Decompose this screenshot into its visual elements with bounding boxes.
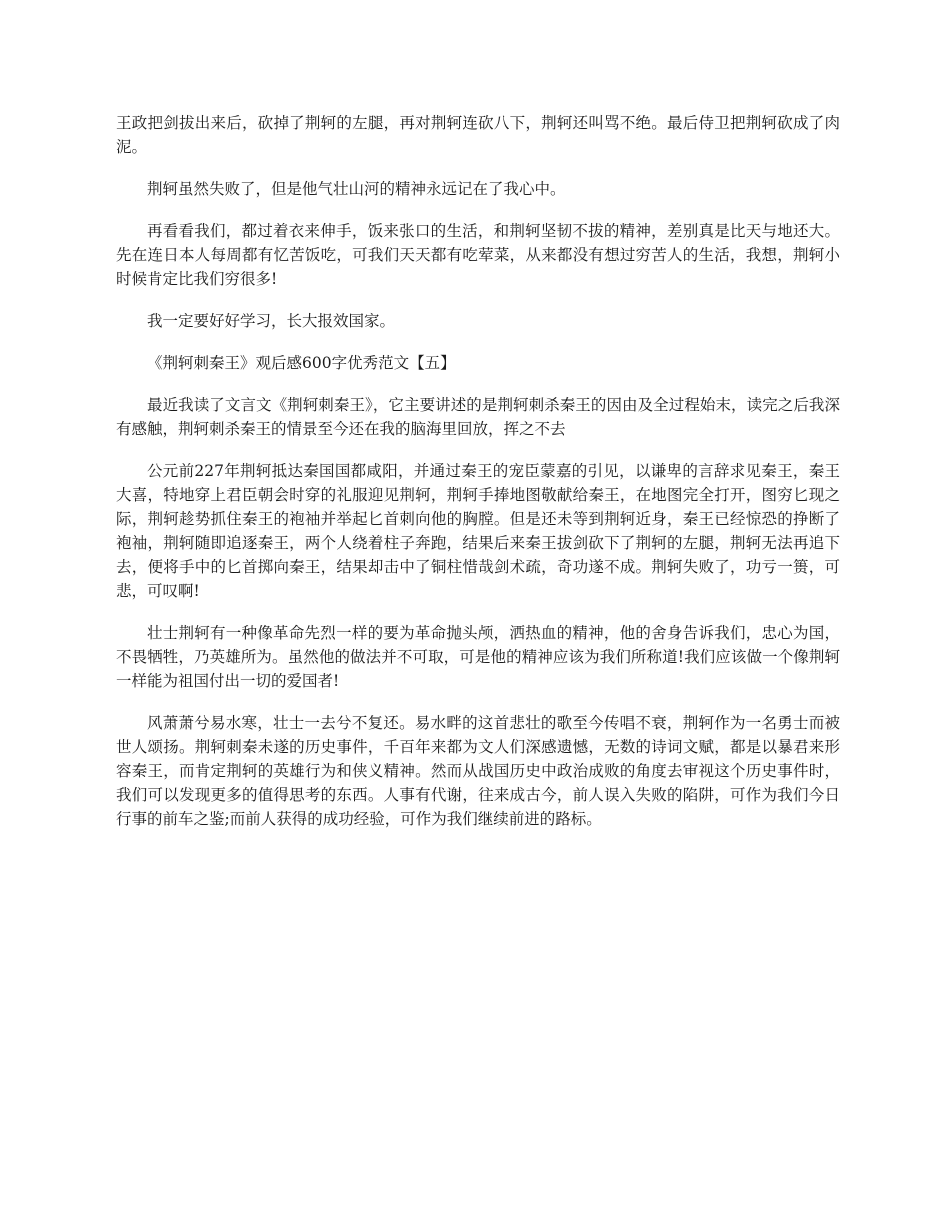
paragraph: 风萧萧兮易水寒，壮士一去兮不复还。易水畔的这首悲壮的歌至今传唱不衰，荆轲作为一名勇士而被世人颂扬。荆轲刺秦未遂的历史事件，千百年来都为文人们深感遗憾，无数的诗词文赋，都是以暴君来形容秦王，而肯定荆轲的英雄行为和侠义精神。然而从战国历史中政治成败的角度去审视这个历史事件时，我们可以发现更多的值得思考的东西。人事有代谢，往来成古今，前人误入失败的陷阱，可作为我们今日行事的前车之鉴;而前人获得的成功经验，可作为我们继续前进的路标。 bbox=[116, 714, 840, 828]
paragraph: 再看看我们，都过着衣来伸手，饭来张口的生活，和荆轲坚韧不拔的精神，差别真是比天与地还大。先在连日本人每周都有忆苦饭吃，可我们天天都有吃荤菜，从来都没有想过穷苦人的生活，我想，荆轲小时候肯定比我们穷很多! bbox=[116, 222, 840, 288]
paragraph-continuation: 王政把剑拔出来后，砍掉了荆轲的左腿，再对荆轲连砍八下，荆轲还叫骂不绝。最后侍卫把荆轲砍成了肉泥。 bbox=[116, 114, 840, 156]
section-heading: 《荆轲刺秦王》观后感600字优秀范文【五】 bbox=[147, 354, 456, 372]
paragraph: 荆轲虽然失败了，但是他气壮山河的精神永远记在了我心中。 bbox=[147, 180, 566, 198]
document-body bbox=[116, 111, 840, 849]
paragraph: 壮士荆轲有一种像革命先烈一样的要为革命抛头颅，洒热血的精神，他的舍身告诉我们，忠心为国，不畏牺牲，乃英雄所为。虽然他的做法并不可取，可是他的精神应该为我们所称道!我们应该做一个像荆轲一样能为祖国付出一切的爱国者! bbox=[116, 624, 840, 690]
paragraph: 最近我读了文言文《荆轲刺秦王》，它主要讲述的是荆轲刺杀秦王的因由及全过程始末，读完之后我深有感触，荆轲刺杀秦王的情景至今还在我的脑海里回放，挥之不去 bbox=[116, 396, 840, 438]
paragraph: 我一定要好好学习，长大报效国家。 bbox=[147, 312, 396, 330]
paragraph: 公元前227年荆轲抵达秦国国都咸阳，并通过秦王的宠臣蒙嘉的引见，以谦卑的言辞求见秦王，秦王大喜，特地穿上君臣朝会时穿的礼服迎见荆轲，荆轲手捧地图敬献给秦王，在地图完全打开，图穷匕现之际，荆轲趁势抓住秦王的袍袖并举起匕首刺向他的胸膛。但是还未等到荆轲近身，秦王已经惊恐的挣断了袍袖，荆轲随即追逐秦王，两个人绕着柱子奔跑，结果后来秦王拔剑砍下了荆轲的左腿，荆轲无法再追下去，便将手中的匕首掷向秦王，结果却击中了铜柱惜哉剑术疏，奇功遂不成。荆轲失败了，功亏一篑，可悲，可叹啊! bbox=[116, 462, 840, 600]
